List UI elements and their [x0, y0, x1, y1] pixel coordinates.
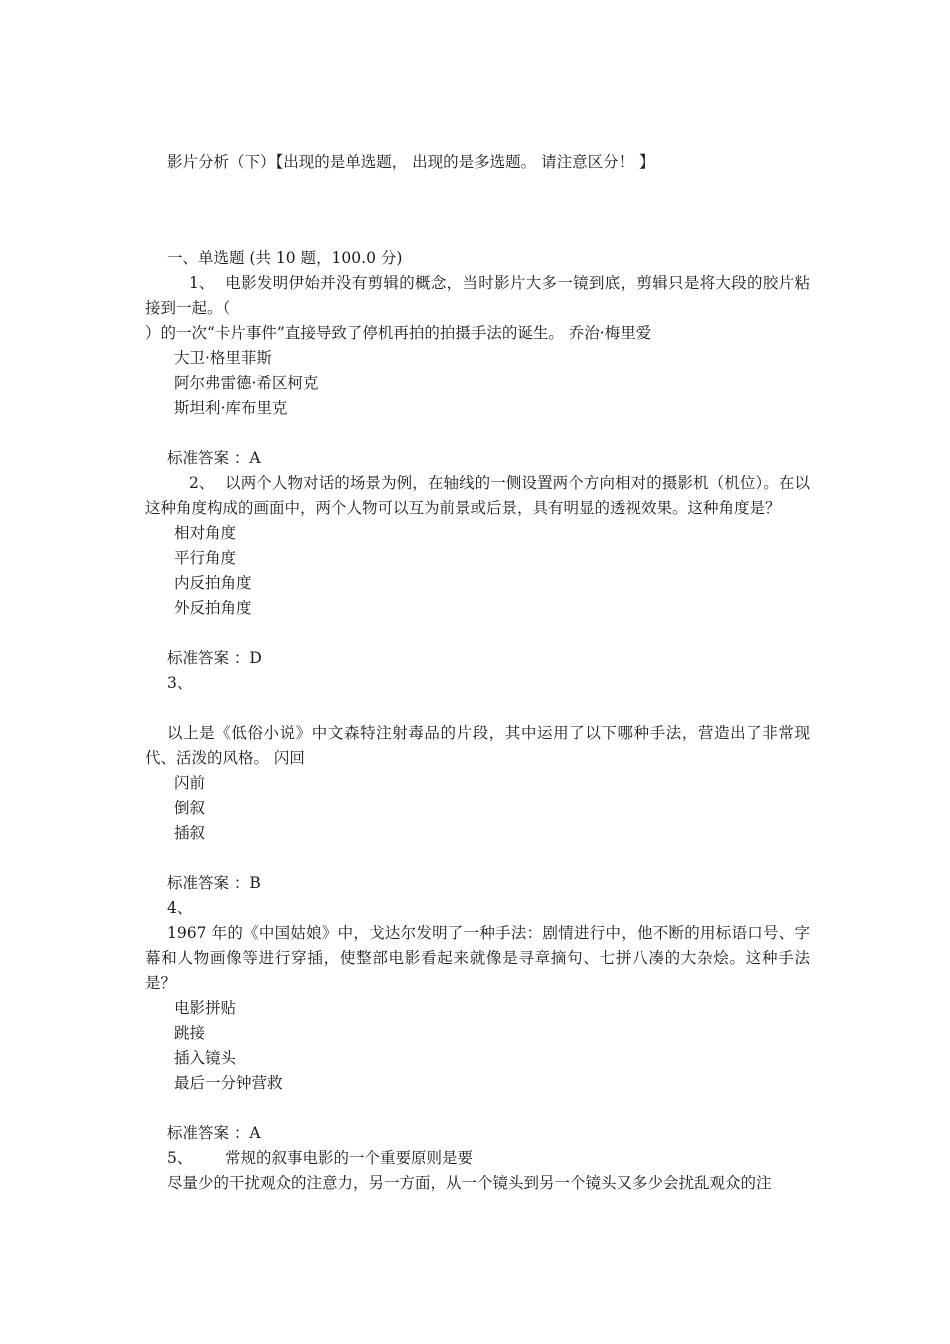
option: 内反拍角度	[174, 574, 252, 592]
question-number: 5、	[167, 1149, 193, 1167]
question-1	[145, 271, 810, 471]
option: 电影拼贴	[174, 999, 237, 1017]
question-4	[145, 896, 810, 1146]
option: 大卫·格里菲斯	[174, 349, 272, 367]
question-1-stem-continued: ）的一次“卡片事件”直接导致了停机再拍的拍摄手法的诞生。 乔治·梅里爱	[145, 324, 652, 342]
question-2	[145, 471, 810, 671]
option: 闪前	[174, 774, 206, 792]
standard-answer: 标准答案 ：A	[167, 1124, 261, 1142]
question-number: 2、	[189, 474, 215, 492]
standard-answer: 标准答案 ：B	[167, 874, 261, 892]
option: 平行角度	[174, 549, 237, 567]
question-number: 1、	[189, 274, 215, 292]
document-body	[145, 246, 810, 1196]
question-1-stem	[145, 271, 810, 321]
question-text: 电影发明伊始并没有剪辑的概念，当时影片大多一镜到底，剪辑只是将大段的胶片粘接到一起。（	[145, 274, 810, 317]
option: 斯坦利·库布里克	[174, 399, 288, 417]
question-5	[145, 1146, 810, 1196]
option: 最后一分钟营救	[174, 1074, 283, 1092]
question-number: 4、	[167, 899, 193, 917]
question-3-stem: 以上是《低俗小说》中文森特注射毒品的片段，其中运用了以下哪种手法，营造出了非常现代、活泼的风格。 闪回	[145, 724, 810, 767]
option: 跳接	[174, 1024, 206, 1042]
question-3	[145, 671, 810, 896]
option: 阿尔弗雷德·希区柯克	[174, 374, 319, 392]
option: 相对角度	[174, 524, 237, 542]
standard-answer: 标准答案 ：A	[167, 449, 261, 467]
question-4-stem: 1967 年的《中国姑娘》中，戈达尔发明了一种手法：剧情进行中，他不断的用标语口号、字幕和人物画像等进行穿插，使整部电影看起来就像是寻章摘句、七拼八凑的大杂烩。这种手法是？	[145, 924, 810, 992]
question-text: 常规的叙事电影的一个重要原则是要	[225, 1149, 474, 1167]
question-5-stem	[145, 1146, 810, 1171]
question-text: 以两个人物对话的场景为例，在轴线的一侧设置两个方向相对的摄影机（机位）。在以这种角度构成的画面中，两个人物可以互为前景或后景，具有明显的透视效果。这种角度是？	[145, 474, 810, 517]
option: 插叙	[174, 824, 206, 842]
option: 插入镜头	[174, 1049, 237, 1067]
section-heading: 一、单选题 (共 10 题，100.0 分)	[167, 249, 403, 267]
question-5-stem-continued: 尽量少的干扰观众的注意力，另一方面，从一个镜头到另一个镜头又多少会扰乱观众的注	[167, 1174, 772, 1192]
question-2-stem	[145, 471, 810, 521]
option: 外反拍角度	[174, 599, 252, 617]
question-number: 3、	[167, 674, 193, 692]
page-title: 影片分析（下）【出现的是单选题， 出现的是多选题。 请注意区分！ 】	[167, 153, 655, 171]
standard-answer: 标准答案 ：D	[167, 649, 262, 667]
option: 倒叙	[174, 799, 206, 817]
